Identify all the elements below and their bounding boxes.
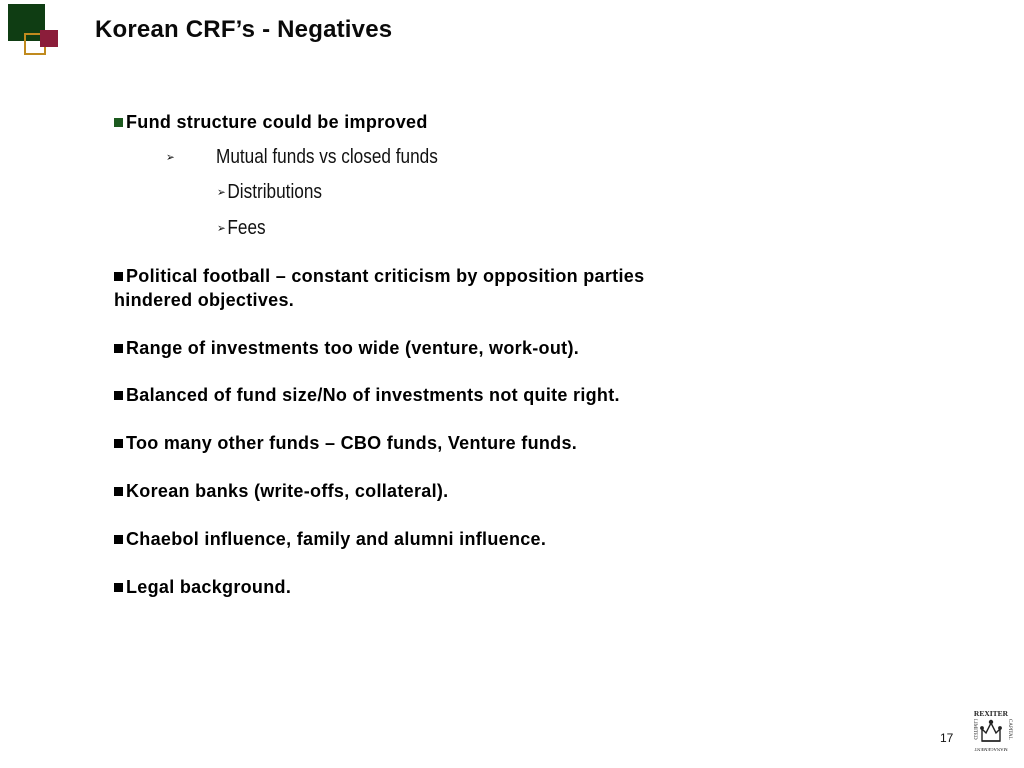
bullet-square-icon bbox=[114, 583, 123, 592]
corner-red-square bbox=[40, 30, 58, 47]
arrow-bullet-icon: ➢ bbox=[217, 221, 226, 235]
logo-text-top: REXITER bbox=[973, 709, 1009, 718]
sub-bullet-text: Distributions bbox=[227, 181, 323, 203]
bullet-fund-size-balance bbox=[114, 383, 620, 407]
bullet-text: Range of investments too wide (venture, work-out). bbox=[126, 338, 580, 358]
sub-bullet-mutual-funds bbox=[166, 146, 176, 169]
arrow-bullet-icon: ➢ bbox=[166, 150, 175, 164]
arrow-bullet-icon: ➢ bbox=[217, 185, 226, 199]
sub-bullet-distributions bbox=[217, 181, 322, 204]
bullet-text: Korean banks (write-offs, collateral). bbox=[126, 481, 449, 501]
slide-title: Korean CRF’s - Negatives bbox=[95, 16, 393, 43]
bullet-too-many-funds bbox=[114, 431, 577, 455]
bullet-political-football bbox=[114, 264, 644, 312]
bullet-square-icon bbox=[114, 272, 123, 281]
rexiter-logo bbox=[968, 708, 1014, 754]
bullet-legal-background bbox=[114, 575, 291, 599]
bullet-text-line2: hindered objectives. bbox=[114, 290, 295, 310]
sub-bullet-text: Fees bbox=[227, 217, 266, 239]
bullet-text: Balanced of fund size/No of investments not quite right. bbox=[126, 385, 620, 405]
logo-text-left: LIMITED bbox=[972, 719, 977, 740]
bullet-range-of-investments bbox=[114, 336, 579, 360]
bullet-square-icon bbox=[114, 118, 123, 127]
bullet-chaebol-influence bbox=[114, 527, 546, 551]
crown-icon bbox=[981, 721, 1001, 742]
bullet-fund-structure bbox=[114, 110, 428, 134]
bullet-square-icon bbox=[114, 439, 123, 448]
bullet-square-icon bbox=[114, 535, 123, 544]
bullet-square-icon bbox=[114, 487, 123, 496]
sub-bullet-mutual-funds-text: Mutual funds vs closed funds bbox=[216, 146, 438, 168]
bullet-text: Legal background. bbox=[126, 577, 292, 597]
bullet-square-icon bbox=[114, 344, 123, 353]
bullet-text-line1: Political football – constant criticism by opposition parties bbox=[126, 266, 645, 286]
bullet-square-icon bbox=[114, 391, 123, 400]
bullet-text: Chaebol influence, family and alumni influence. bbox=[126, 529, 547, 549]
sub-bullet-fees bbox=[217, 217, 266, 240]
page-number: 17 bbox=[940, 731, 954, 745]
bullet-text: Too many other funds – CBO funds, Venture funds. bbox=[126, 433, 578, 453]
logo-text-bottom: MANAGEMENT bbox=[974, 747, 1008, 752]
bullet-korean-banks bbox=[114, 479, 448, 503]
logo-text-right: CAPITAL bbox=[1007, 719, 1012, 740]
bullet-text: Fund structure could be improved bbox=[126, 112, 428, 132]
